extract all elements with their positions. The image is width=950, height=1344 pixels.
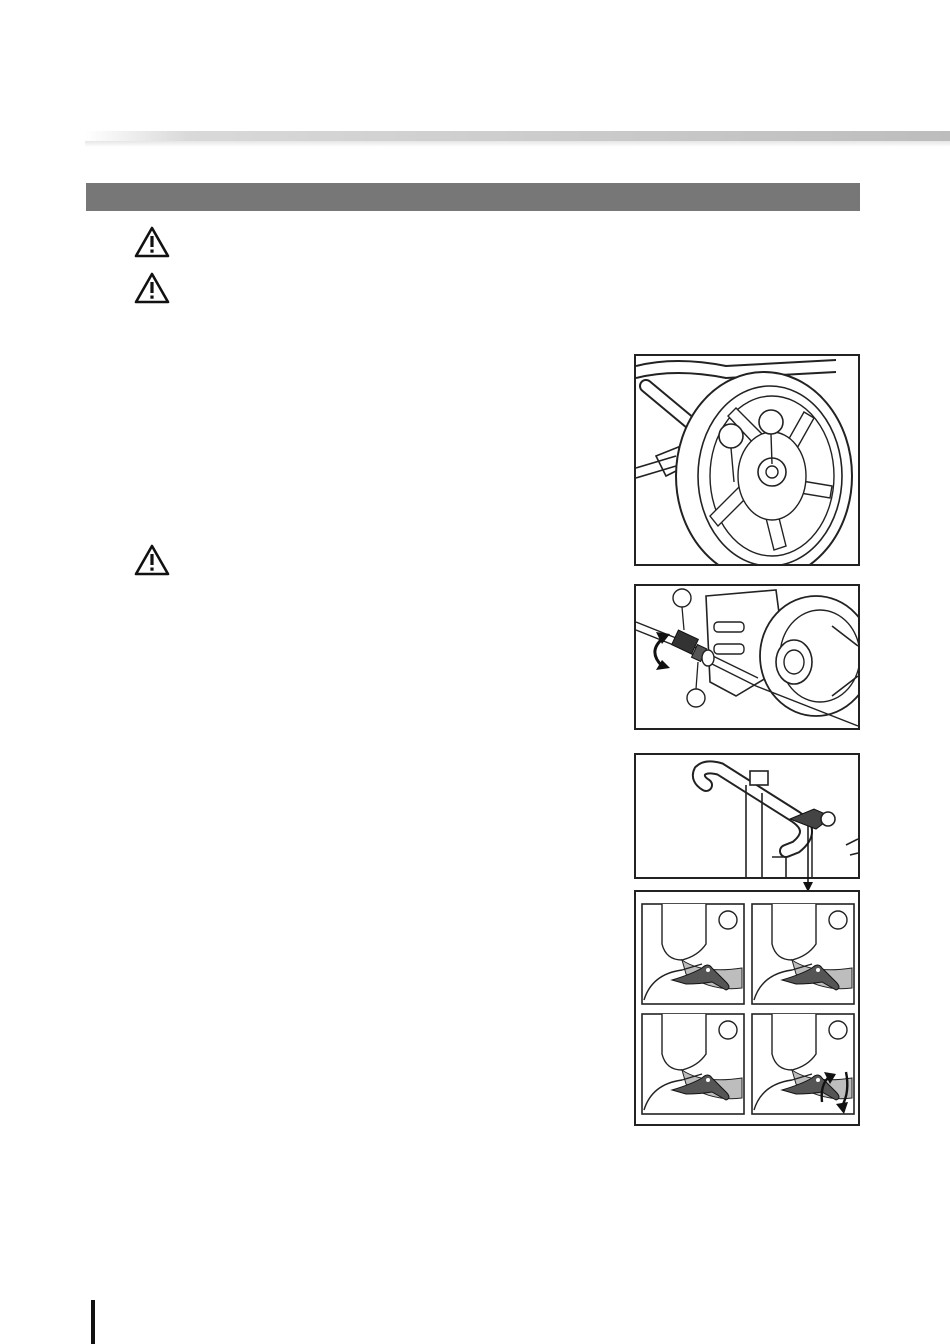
page-edge-marker xyxy=(91,1300,95,1344)
step-panel-2 xyxy=(752,904,854,1004)
header-rule xyxy=(85,131,950,141)
callout-circle xyxy=(673,589,691,607)
header-rule-shadow xyxy=(85,141,950,147)
handlebar-figure xyxy=(634,753,860,879)
step-panel-3 xyxy=(642,1014,744,1114)
callout-circle xyxy=(687,689,705,707)
callout-circle xyxy=(759,410,783,434)
step-panel-4 xyxy=(752,1014,854,1114)
warning-triangle-icon xyxy=(134,544,170,576)
pointer-arrow xyxy=(800,826,816,892)
warning-triangle-icon xyxy=(134,226,170,258)
brake-lever-steps-figure xyxy=(634,890,860,1126)
brake-adjuster-figure xyxy=(634,584,860,730)
warning-triangle-icon xyxy=(134,272,170,304)
section-title-bar xyxy=(86,183,860,211)
rear-wheel-figure xyxy=(634,354,860,566)
callout-circle xyxy=(719,424,743,448)
step-panel-1 xyxy=(642,904,744,1004)
